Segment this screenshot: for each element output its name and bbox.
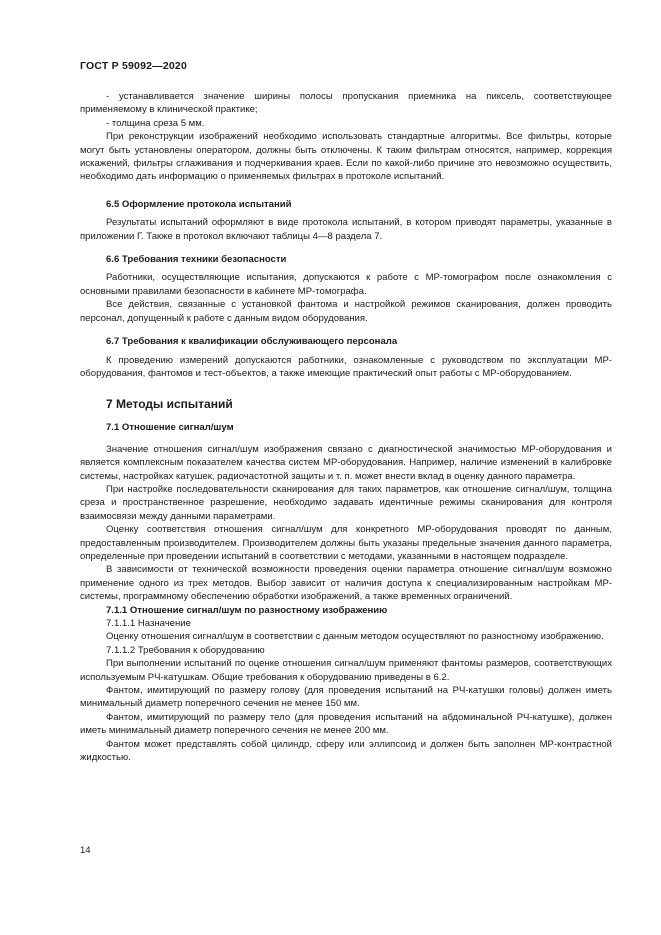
paragraph: При выполнении испытаний по оценке отношения сигнал/шум применяют фантомы размеров, соответствующих используемым РЧ-катушкам. Общие требования к оборудованию приведены в 6.2. [80, 658, 612, 683]
chapter-heading-7: 7 Методы испытаний [106, 397, 233, 412]
paragraph: - устанавливается значение ширины полосы пропускания приемника на пиксель, соответствующее применяемому в клинической практике; [80, 91, 612, 116]
paragraph: Значение отношения сигнал/шум изображения связано с диагностической значимостью МР-оборудования и является комплексным показателем качества систем МР-оборудования. Например, наличие изменений в калибровке системы, настройках катушек, радиочастотной защиты и т. п. может внести вклад в оценку данного параметра. [80, 443, 612, 482]
page-content [80, 90, 612, 764]
paragraph: Фантом, имитирующий по размеру голову (для проведения испытаний на РЧ-катушки головы) должен иметь минимальный диаметр поперечного сечения не менее 150 мм. [80, 685, 612, 710]
section-heading-6-5: 6.5 Оформление протокола испытаний [106, 198, 292, 210]
section-heading-7-1: 7.1 Отношение сигнал/шум [106, 422, 234, 434]
paragraph: Работники, осуществляющие испытания, допускаются к работе с МР-томографом после ознакомления с основными правилами безопасности в кабинете МР-томографа. [80, 272, 612, 297]
section-heading-6-6: 6.6 Требования техники безопасности [106, 254, 287, 266]
section-heading-7-1-1: 7.1.1 Отношение сигнал/шум по разностному изображению [106, 604, 388, 616]
subsection-heading-7-1-1-2: 7.1.1.2 Требования к оборудованию [106, 644, 265, 656]
paragraph: При настройке последовательности сканирования для таких параметров, как отношение сигнал/шум, толщина среза и пространственное разрешение, необходимо задавать идентичные режимы сканирования для контроля взаимосвязи между данными параметрами. [80, 483, 612, 522]
paragraph: В зависимости от технической возможности проведения оценки параметра отношение сигнал/шум возможно применение одного из трех методов. Выбор зависит от наличия доступа к специализированным настройкам МР-системы, программному обеспечению обработки изображений, а также временных ограничений. [80, 564, 612, 603]
paragraph: При реконструкции изображений необходимо использовать стандартные алгоритмы. Все фильтры, которые могут быть установлены оператором, должны быть отключены. К таким фильтрам относятся, например, коррекция искажений, фильтры сглаживания и подчеркивания краев. Если по какой-либо причине это невозможно осуществить, необходимо дать информацию о применяемых фильтрах в протоколе испытаний. [80, 131, 612, 183]
paragraph: Фантом может представлять собой цилиндр, сферу или эллипсоид и должен быть заполнен МР-контрастной жидкостью. [80, 738, 612, 764]
paragraph: Оценку соответствия отношения сигнал/шум для конкретного МР-оборудования проводят по данным, предоставленным производителем. Производителем должны быть указаны предельные значения данного параметра, определенные при проведении испытаний в соответствии с методами, указанными в настоящем подразделе. [80, 524, 612, 562]
paragraph: Оценку отношения сигнал/шум в соответствии с данным методом осуществляют по разностному изображению. [106, 631, 604, 643]
standard-header: ГОСТ Р 59092—2020 [80, 60, 188, 72]
subsection-heading-7-1-1-1: 7.1.1.1 Назначение [106, 618, 191, 629]
paragraph: Все действия, связанные с установкой фантома и настройкой режимов сканирования, должен проводить персонал, допущенный к работе с данным видом оборудования. [80, 299, 612, 324]
paragraph: Фантом, имитирующий по размеру тело (для проведения испытаний на абдоминальной РЧ-катушке), должен иметь минимальный диаметр поперечного сечения не менее 200 мм. [80, 711, 612, 737]
paragraph: - толщина среза 5 мм. [106, 117, 205, 129]
page-number: 14 [80, 845, 91, 856]
paragraph: К проведению измерений допускаются работники, ознакомленные с руководством по эксплуатации МР-оборудования, фантомов и тест-объектов, а также имеющие практический опыт работы с МР-оборудованием. [80, 354, 612, 379]
section-heading-6-7: 6.7 Требования к квалификации обслуживающего персонала [106, 336, 398, 348]
paragraph: Результаты испытаний оформляют в виде протокола испытаний, в котором приводят параметры, указанные в приложении Г. Также в протокол включают таблицы 4—8 раздела 7. [80, 217, 612, 242]
